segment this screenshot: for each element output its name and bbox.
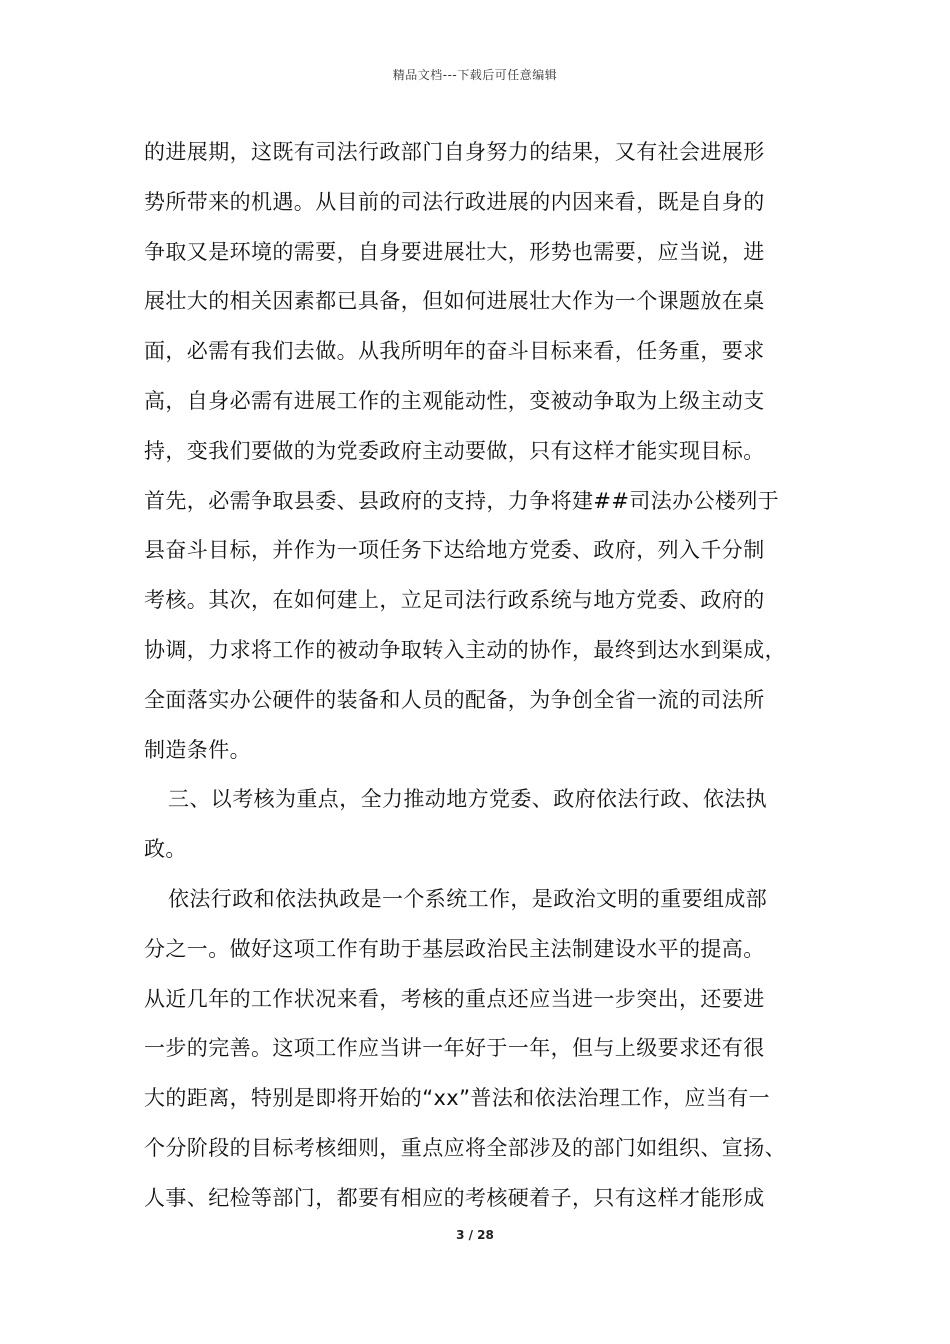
page-number: 3 / 28	[456, 1228, 494, 1242]
text-line: 面，必需有我们去做。从我所明年的奋斗目标来看，任务重，要求	[144, 339, 765, 364]
text-line: 个分阶段的目标考核细则，重点应将全部涉及的部门如组织、宣扬、	[144, 1135, 786, 1160]
text-line: 一步的完善。这项工作应当讲一年好于一年，但与上级要求还有很	[144, 1036, 765, 1061]
page-header: 精品文档---下载后可任意编辑	[392, 68, 558, 82]
section-heading-line: 政。	[144, 837, 187, 862]
text-line: 从近几年的工作状况来看，考核的重点还应当进一步突出，还要进	[144, 986, 765, 1011]
text-line: 人事、纪检等部门，都要有相应的考核硬着子，只有这样才能形成	[144, 1185, 765, 1210]
text-line: 分之一。做好这项工作有助于基层政治民主法制建设水平的提高。	[144, 936, 765, 961]
text-line: 考核。其次，在如何建上，立足司法行政系统与地方党委、政府的	[144, 588, 765, 613]
paragraph-first-line: 依法行政和依法执政是一个系统工作，是政治文明的重要组成部	[168, 886, 768, 911]
text-line: 势所带来的机遇。从目前的司法行政进展的内因来看，既是自身的	[144, 189, 765, 214]
text-line: 大的距离，特别是即将开始的“xx”普法和依法治理工作，应当有一	[144, 1086, 771, 1111]
text-line: 县奋斗目标，并作为一项任务下达给地方党委、政府，列入千分制	[144, 538, 765, 563]
text-line: 首先，必需争取县委、县政府的支持，力争将建##司法办公楼列于	[144, 488, 780, 513]
section-heading-line: 三、以考核为重点，全力推动地方党委、政府依法行政、依法执	[168, 787, 768, 812]
text-line: 协调，力求将工作的被动争取转入主动的协作，最终到达水到渠成，	[144, 637, 786, 662]
text-line: 展壮大的相关因素都已具备，但如何进展壮大作为一个课题放在桌	[144, 289, 765, 314]
document-body	[144, 128, 818, 1224]
text-line: 争取又是环境的需要，自身要进展壮大，形势也需要，应当说，进	[144, 239, 765, 264]
text-line: 全面落实办公硬件的装备和人员的配备，为争创全省一流的司法所	[144, 687, 765, 712]
text-line: 高，自身必需有进展工作的主观能动性，变被动争取为上级主动支	[144, 388, 765, 413]
text-line: 持，变我们要做的为党委政府主动要做，只有这样才能实现目标。	[144, 438, 765, 463]
text-line: 制造条件。	[144, 737, 251, 762]
text-line: 的进展期，这既有司法行政部门自身努力的结果，又有社会进展形	[144, 140, 765, 164]
